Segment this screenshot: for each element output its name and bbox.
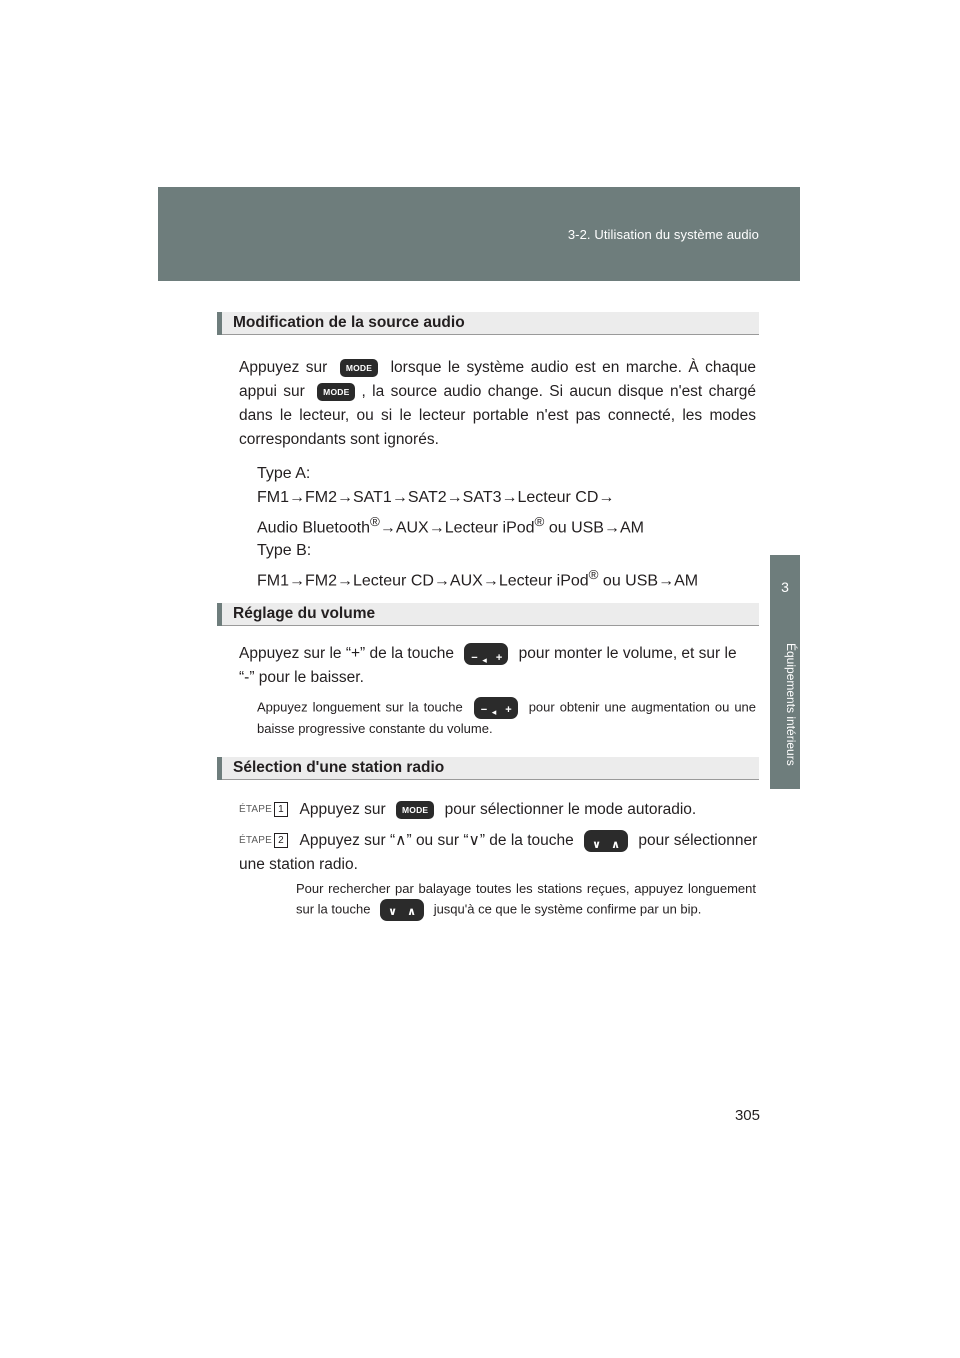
step-1 <box>239 798 759 822</box>
volume-note-text-2: pour obtenir une augmentation ou une baisse progressive constante du volume. <box>257 699 757 736</box>
step2-text-b: pour sélectionner une station radio. <box>239 832 758 874</box>
step1-text-a: Appuyez sur <box>299 801 386 819</box>
plus-icon: + <box>505 704 512 716</box>
chevron-down-icon: ∨ <box>388 906 397 918</box>
step-label: ÉTAPE <box>239 835 273 846</box>
step-badge <box>239 829 288 853</box>
radio-note-text-2: jusqu'à ce que le système confirme par un bip. <box>433 901 702 917</box>
type-b-text-b: ou USB→AM <box>598 572 699 590</box>
mode-button-icon: MODE <box>396 801 434 819</box>
source-paragraph <box>239 356 756 452</box>
step-2 <box>239 829 759 877</box>
type-b-block <box>257 539 757 593</box>
registered-mark: ® <box>534 514 545 529</box>
type-b-line <box>257 563 757 593</box>
section-header-volume <box>217 603 759 626</box>
volume-button-icon <box>474 697 518 719</box>
section-header-radio <box>217 757 759 780</box>
seek-button-icon <box>584 830 628 852</box>
chapter-number: 3 <box>781 579 789 595</box>
chevron-up-icon: ∧ <box>407 906 417 918</box>
type-a-line1: FM1→FM2→SAT1→SAT2→SAT3→Lecteur CD→ <box>257 489 615 506</box>
header-section-title: 3-2. Utilisation du système audio <box>567 227 759 242</box>
volume-paragraph <box>239 642 749 690</box>
step-badge <box>239 798 288 822</box>
step-number: 1 <box>274 802 288 817</box>
page-number: 305 <box>734 1107 760 1124</box>
mode-button-icon: MODE <box>340 359 378 377</box>
type-b-text-a: FM1→FM2→Lecteur CD→AUX→Lecteur iPod <box>257 572 589 590</box>
volume-note-text-1: Appuyez longuement sur la touche <box>257 699 463 715</box>
radio-note <box>296 879 756 921</box>
source-text-3: , la source audio change. Si aucun disque n'est chargé dans le lecteur, ou si le lecteur portable n'est pas connecté, les modes correspondants sont ignorés. <box>239 383 756 448</box>
radio-note-text-1: Pour rechercher par balayage toutes les stations reçues, appuyez longuement sur la touche <box>296 881 756 917</box>
volume-button-icon <box>464 643 508 665</box>
volume-text-1: Appuyez sur le “+” de la touche <box>239 645 454 662</box>
step-label: ÉTAPE <box>239 804 273 815</box>
type-b-label: Type B: <box>257 542 312 559</box>
registered-mark: ® <box>588 567 599 582</box>
mode-button-icon: MODE <box>317 383 355 401</box>
type-a-label: Type A: <box>257 465 311 482</box>
type-a-text-c: ou USB→AM <box>544 519 644 537</box>
type-a-line2 <box>257 510 757 540</box>
step1-text-b: pour sélectionner le mode autoradio. <box>444 801 697 819</box>
speaker-icon: ◂ <box>491 707 497 717</box>
chapter-header <box>158 187 800 281</box>
seek-button-icon <box>380 899 424 921</box>
section-title-source: Modification de la source audio <box>233 314 465 331</box>
chapter-label: Équipements intérieurs <box>784 643 798 766</box>
section-title-volume: Réglage du volume <box>233 605 376 622</box>
chevron-down-icon: ∨ <box>592 839 602 851</box>
minus-icon: − <box>471 651 478 664</box>
section-header-source <box>217 312 759 335</box>
volume-text-2: pour monter le volume, et sur le “-” pour le baisser. <box>239 645 737 686</box>
type-a-text-a: Audio Bluetooth <box>257 519 370 537</box>
volume-note <box>257 697 756 739</box>
source-text-2: lorsque le système audio est en marche. À chaque appui sur <box>239 359 757 400</box>
step2-text-a: Appuyez sur “∧” ou sur “∨” de la touche <box>299 832 574 850</box>
source-text-1: Appuyez sur <box>239 359 328 376</box>
type-a-block <box>257 462 757 540</box>
plus-icon: + <box>495 651 503 664</box>
chevron-up-icon: ∧ <box>611 839 621 851</box>
minus-icon: − <box>480 704 488 716</box>
chapter-side-tab <box>770 555 800 789</box>
registered-mark: ® <box>369 514 380 529</box>
step-number: 2 <box>274 833 288 848</box>
type-a-text-b: →AUX→Lecteur iPod <box>379 519 535 537</box>
speaker-icon: ◂ <box>482 654 487 665</box>
section-title-radio: Sélection d'une station radio <box>233 759 445 776</box>
